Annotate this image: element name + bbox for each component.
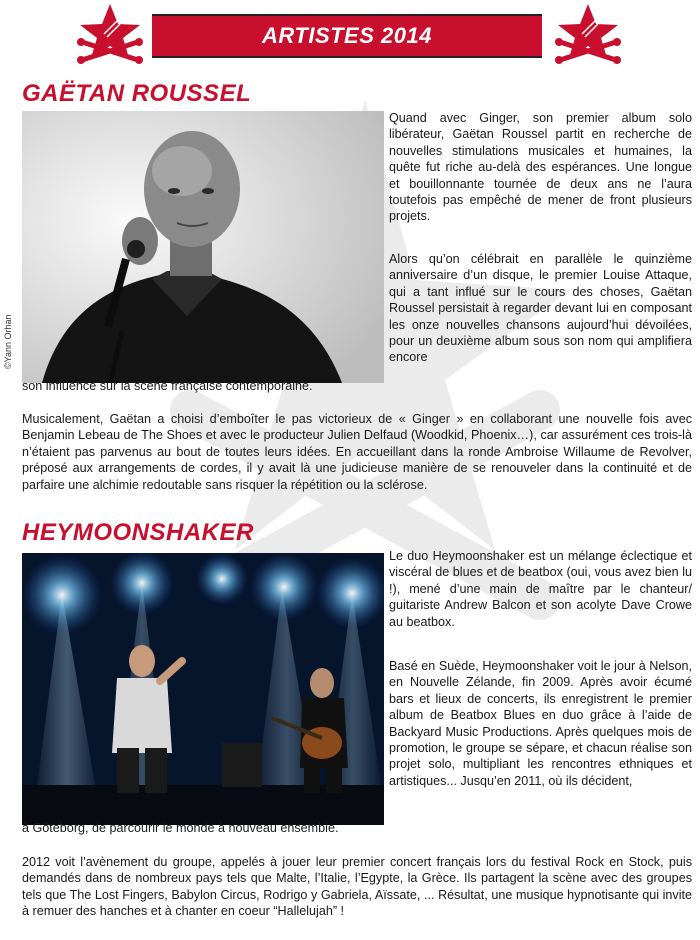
paragraph-text: Musicalement, Gaëtan a choisi d’emboîter le pas victorieux de « Ginger » en collaborant une nouvelle fois avec Benjamin Lebeau de The Shoes et avec le producteur Julien Delfaud (Woodkid, Phoenix…), car assurément ces trois-là n’étaient pas parvenus au bout de toutes leurs idées. En accueillant dans la ronde Ambroise Willaume de Revolver, préposé aux arrangements de cordes, il y avait là une judicieuse manière de se renouveler dans la continuité et de parfaire une alchimie redoutable sans risquer la répétition ou la sclérose.	[22, 412, 692, 492]
paragraph-text: à Göteborg, de parcourir le monde à nouveau ensemble.	[22, 821, 339, 835]
gaetan-roussel-paragraph-2-continued	[22, 378, 692, 394]
paragraph-text: Alors qu’on célébrait en parallèle le quinzième anniversaire d’un disque, le premier Louise Attaque, qui a tant influé sur le cours des choses, Gaëtan Roussel persistait à regarder devant lui en composant les onze nouvelles chansons aujourd’hui dévoilées, pour un deuxième album sous son nom qui amplifiera encore	[389, 252, 692, 365]
heymoonshaker-paragraph-3	[22, 854, 692, 920]
paragraph-text: Basé en Suède, Heymoonshaker voit le jour à Nelson, en Nouvelle Zélande, fin 2009. Après avoir écumé bars et lieux de concerts, ils enregistrent le premier album de Beatbox Blues en duo grâce à l’aide de Backyard Music Productions. Après quelques mois de promotion, le groupe se sépare, et chacun réalise son projet solo, multipliant les rencontres ethniques et artistiques... Jusqu’en 2011, où ils décident,	[389, 659, 692, 788]
section-title-heymoonshaker: HEYMOONSHAKER	[22, 519, 254, 546]
gaetan-roussel-paragraph-3	[22, 411, 692, 493]
section-title-gaetan-roussel: GAËTAN ROUSSEL	[22, 80, 252, 107]
page-title-banner	[152, 14, 542, 58]
paragraph-text: 2012 voit l’avènement du groupe, appelés à jouer leur premier concert français lors du festival Rock en Stock, puis demandés dans de nombreux pays tels que Malte, l’Italie, l’Egypte, la Grèce. Ils partagent la scène avec des groupes tels que The Lost Fingers, Babylon Circus, Rodrigo y Gabriela, Aïssate, ... Résultat, une musique hypnotisante qui invite à remuer des hanches et à chanter en coeur “Hallelujah” !	[22, 855, 692, 919]
photo-credit-text: ©Yann Orhan	[3, 314, 13, 369]
heymoonshaker-paragraph-1	[389, 548, 692, 630]
page-title: ARTISTES 2014	[262, 23, 432, 48]
star-crossbones-logo-right	[552, 2, 624, 66]
gaetan-roussel-paragraph-1	[389, 110, 692, 225]
heymoonshaker-paragraph-2-continued	[22, 820, 692, 836]
gaetan-roussel-photo	[22, 111, 384, 383]
paragraph-text: son influence sur la scène française contemporaine.	[22, 379, 313, 393]
paragraph-text: Le duo Heymoonshaker est un mélange éclectique et viscéral de blues et de beatbox (oui, vous avez bien lu !), mené d’une main de maître par le chanteur/ guitariste Andrew Balcon et son acolyte Dave Crowe au beatbox.	[389, 549, 692, 629]
paragraph-text: Quand avec Ginger, son premier album solo libérateur, Gaëtan Roussel partit en recherche de nouvelles stimulations musicales et humaines, la quête fut riche au-delà des espérances. Une longue et bouillonnante tournée de deux ans ne l’aura toutefois pas empêché de mener de front plusieurs projets.	[389, 111, 692, 224]
heymoonshaker-paragraph-2	[389, 658, 692, 789]
gaetan-roussel-paragraph-2	[389, 251, 692, 366]
heymoonshaker-concert-photo	[22, 553, 384, 825]
star-crossbones-logo-left	[74, 2, 146, 66]
photo-credit	[0, 290, 14, 370]
